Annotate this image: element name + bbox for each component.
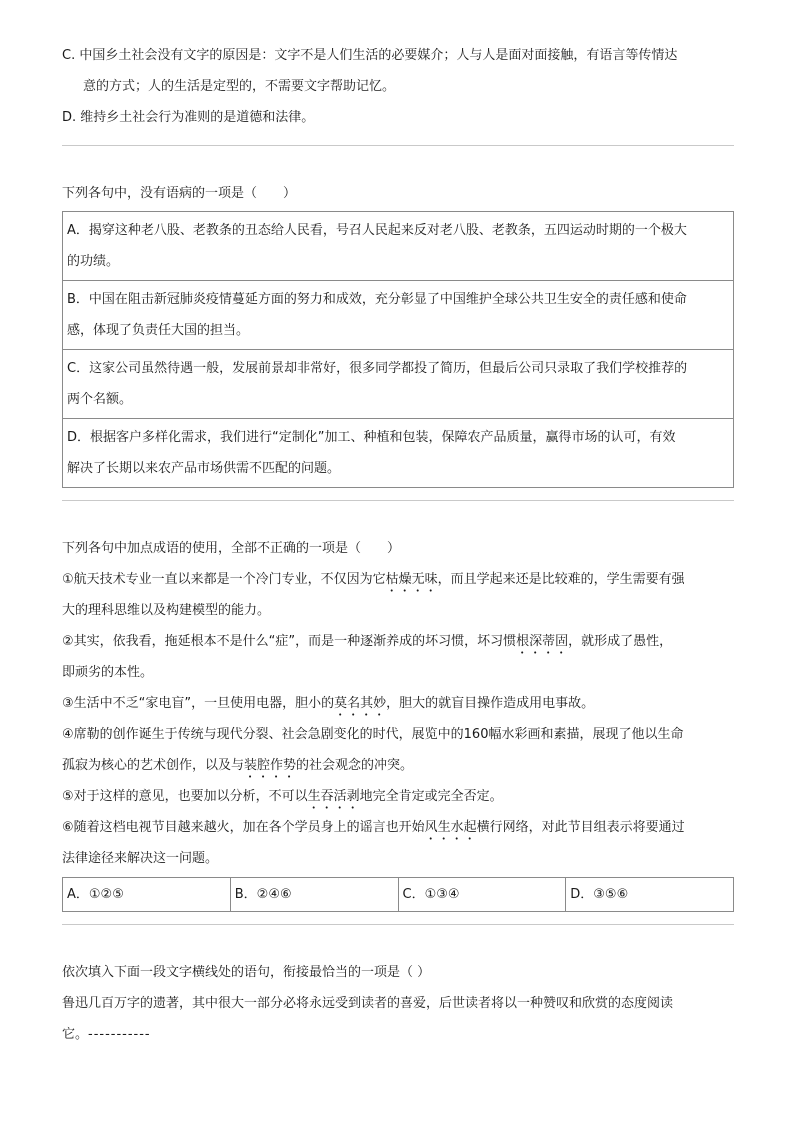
question-3-line1: 鲁迅几百万字的遗著，其中很大一部分必将永远受到读者的喜爱，后世读者将以一种赞叹和欣赏的态度阅读 [62, 996, 674, 1011]
question-3-title: 依次填入下面一段文字横线处的语句，衔接最恰当的一项是（ ） [62, 965, 431, 980]
dotted-idiom-5: 生吞活剥 [307, 789, 360, 804]
answer-d[interactable]: D．③⑤⑥ [570, 887, 629, 902]
option-c-line1: C．这家公司虽然待遇一般，发展前景却非常好，很多同学都投了简历，但最后公司只录取了我们学校推荐的 [67, 361, 688, 376]
dotted-idiom-6: 风生水起 [424, 820, 477, 835]
prev-option-c-line1: C. 中国乡土社会没有文字的原因是：文字不是人们生活的必要媒介；人与人是面对面接触，有语言等传情达 [62, 48, 678, 63]
sentence-6-line1 [62, 812, 734, 843]
sentence-1-pre: ①航天技术专业一直以来都是一个冷门专业，不仅因为它 [62, 572, 386, 587]
option-c[interactable] [63, 350, 733, 419]
option-d-line1: D．根据客户多样化需求，我们进行“定制化”加工、种植和包装，保障农产品质量，赢得市场的认可，有效 [67, 430, 676, 445]
answer-c[interactable]: C．①③④ [399, 878, 567, 911]
prev-option-c-line2: 意的方式；人的生活是定型的，不需要文字帮助记忆。 [83, 79, 396, 94]
fill-blank: ----------- [88, 1027, 151, 1042]
option-c-line2: 两个名额。 [67, 392, 133, 407]
sentence-2-post: ，就形成了愚性， [568, 634, 673, 649]
question-1-options-table [62, 211, 734, 488]
sentence-4-line1: ④席勒的创作诞生于传统与现代分裂、社会急剧变化的时代，展览中的160幅水彩画和素描，展现了他以生命 [62, 727, 684, 742]
separator [62, 500, 734, 501]
answer-a[interactable]: A．①②⑤ [63, 878, 231, 911]
dotted-idiom-2: 根深蒂固 [516, 634, 569, 649]
document-page [62, 40, 734, 1050]
sentence-5 [62, 781, 734, 812]
sentence-6-post: 横行网络，对此节目组表示将要通过 [476, 820, 685, 835]
option-d-line2: 解决了长期以来农产品市场供需不匹配的问题。 [67, 461, 341, 476]
sentence-2-line2: 即顽劣的本性。 [62, 665, 154, 680]
sentence-6-line2: 法律途径来解决这一问题。 [62, 851, 219, 866]
option-b-line2: 感，体现了负责任大国的担当。 [67, 323, 250, 338]
prev-option-d: D. 维持乡土社会行为准则的是道德和法律。 [62, 110, 315, 125]
dotted-idiom-1: 枯燥无味 [385, 572, 438, 587]
separator [62, 924, 734, 925]
option-a-line1: A．揭穿这种老八股、老教条的丑态给人民看，号召人民起来反对老八股、老教条，五四运动时期的一个极大 [67, 223, 687, 238]
question-3-line2 [62, 1019, 734, 1050]
separator [62, 145, 734, 146]
question-1-title: 下列各句中，没有语病的一项是（ ） [62, 186, 297, 201]
sentence-3-post: ，胆大的就盲目操作造成用电事故。 [386, 696, 595, 711]
sentence-5-pre: ⑤对于这样的意见，也要加以分析，不可以 [62, 789, 308, 804]
sentence-4-line2 [62, 750, 734, 781]
option-b-line1: B．中国在阻击新冠肺炎疫情蔓延方面的努力和成效，充分彰显了中国维护全球公共卫生安全的责任感和使命 [67, 292, 687, 307]
option-a[interactable] [63, 212, 733, 281]
sentence-3 [62, 688, 734, 719]
sentence-1-line2: 大的理科思维以及构建模型的能力。 [62, 603, 271, 618]
option-a-line2: 的功绩。 [67, 254, 120, 269]
answer-b[interactable]: B．②④⑥ [231, 878, 399, 911]
dotted-idiom-4: 装腔作势 [244, 758, 297, 773]
dotted-idiom-3: 莫名其妙 [334, 696, 387, 711]
question-3-line2-text: 它。 [62, 1027, 89, 1042]
sentence-1-line1 [62, 564, 734, 595]
sentence-2-line1 [62, 626, 734, 657]
option-d[interactable] [63, 419, 733, 488]
sentence-4-pre: 孤寂为核心的艺术创作，以及与 [62, 758, 245, 773]
sentence-4-post: 的社会观念的冲突。 [296, 758, 414, 773]
sentence-6-pre: ⑥随着这档电视节目越来越火，加在各个学员身上的谣言也开始 [62, 820, 425, 835]
sentence-2-pre: ②其实，依我看，拖延根本不是什么“症”，而是一种逐渐养成的坏习惯，坏习惯 [62, 634, 517, 649]
question-2-title: 下列各句中加点成语的使用，全部不正确的一项是（ ） [62, 541, 401, 556]
sentence-5-post: 地完全肯定或完全否定。 [359, 789, 503, 804]
sentence-3-pre: ③生活中不乏“家电盲”，一旦使用电器，胆小的 [62, 696, 335, 711]
question-2-answer-row [62, 877, 734, 912]
sentence-1-post: ，而且学起来还是比较难的，学生需要有强 [437, 572, 685, 587]
option-b[interactable] [63, 281, 733, 350]
